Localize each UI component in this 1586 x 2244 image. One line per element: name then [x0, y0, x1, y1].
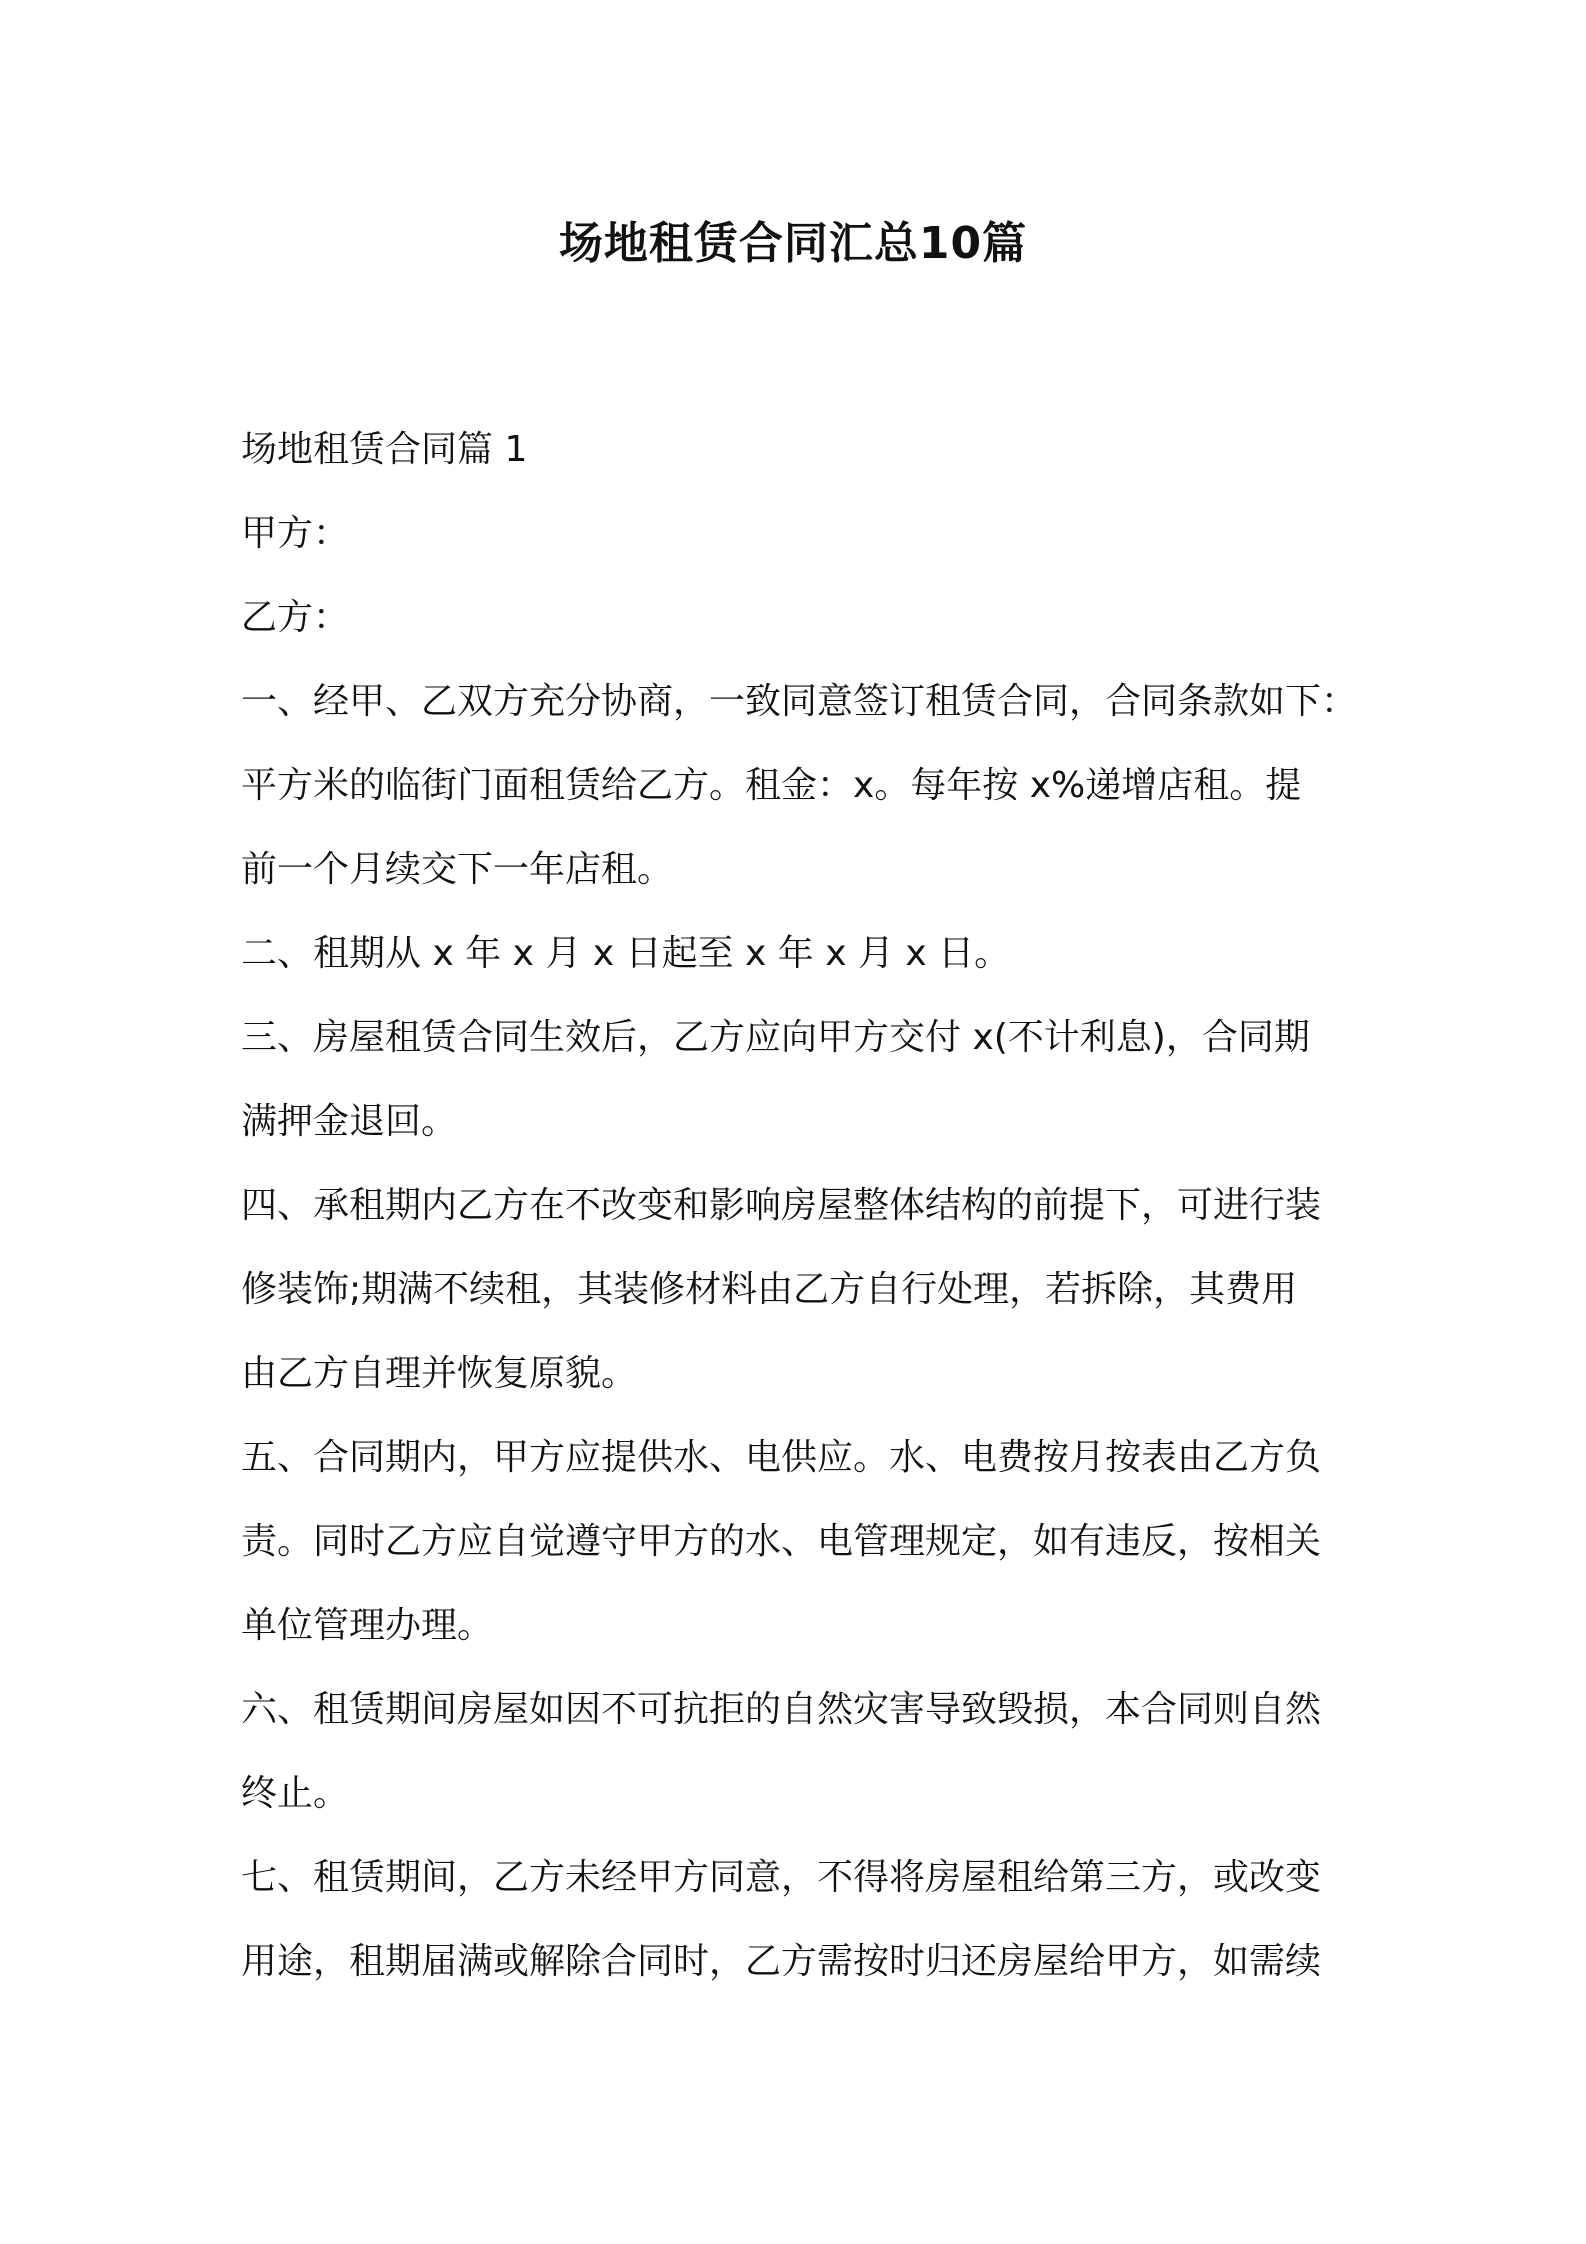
clause-line: 由乙方自理并恢复原貌。 — [241, 1353, 638, 1394]
clause-line: 单位管理办理。 — [241, 1605, 494, 1646]
clause-line: 二、租期从 x 年 x 月 x 日起至 x 年 x 月 x 日。 — [241, 933, 1011, 974]
clause-line: 满押金退回。 — [241, 1101, 458, 1142]
document-title: 场地租赁合同汇总10篇 — [558, 218, 1028, 269]
clause-line: 三、房屋租赁合同生效后，乙方应向甲方交付 x(不计利息)，合同期 — [241, 1017, 1310, 1058]
clause-line: 五、合同期内，甲方应提供水、电供应。水、电费按月按表由乙方负 — [241, 1437, 1322, 1478]
clause-line: 六、租赁期间房屋如因不可抗拒的自然灾害导致毁损，本合同则自然 — [241, 1689, 1322, 1730]
clause-line: 七、租赁期间，乙方未经甲方同意，不得将房屋租给第三方，或改变 — [241, 1857, 1322, 1898]
clause-line: 四、承租期内乙方在不改变和影响房屋整体结构的前提下，可进行装 — [241, 1185, 1322, 1226]
clause-line: 修装饰;期满不续租，其装修材料由乙方自行处理，若拆除，其费用 — [241, 1269, 1298, 1310]
clause-line: 前一个月续交下一年店租。 — [241, 849, 674, 890]
clause-line: 平方米的临街门面租赁给乙方。租金：x。每年按 x%递增店租。提 — [241, 765, 1302, 806]
document-body — [241, 408, 1356, 2004]
clause-line: 责。同时乙方应自觉遵守甲方的水、电管理规定，如有违反，按相关 — [241, 1521, 1322, 1562]
party-b-line: 乙方： — [241, 597, 350, 638]
party-a-line: 甲方： — [241, 513, 350, 554]
section-heading: 场地租赁合同篇 1 — [241, 429, 528, 470]
clause-line: 终止。 — [241, 1773, 350, 1814]
clause-line: 一、经甲、乙双方充分协商，一致同意签订租赁合同，合同条款如下： — [241, 681, 1358, 722]
clause-line: 用途，租期届满或解除合同时，乙方需按时归还房屋给甲方，如需续 — [241, 1941, 1322, 1982]
